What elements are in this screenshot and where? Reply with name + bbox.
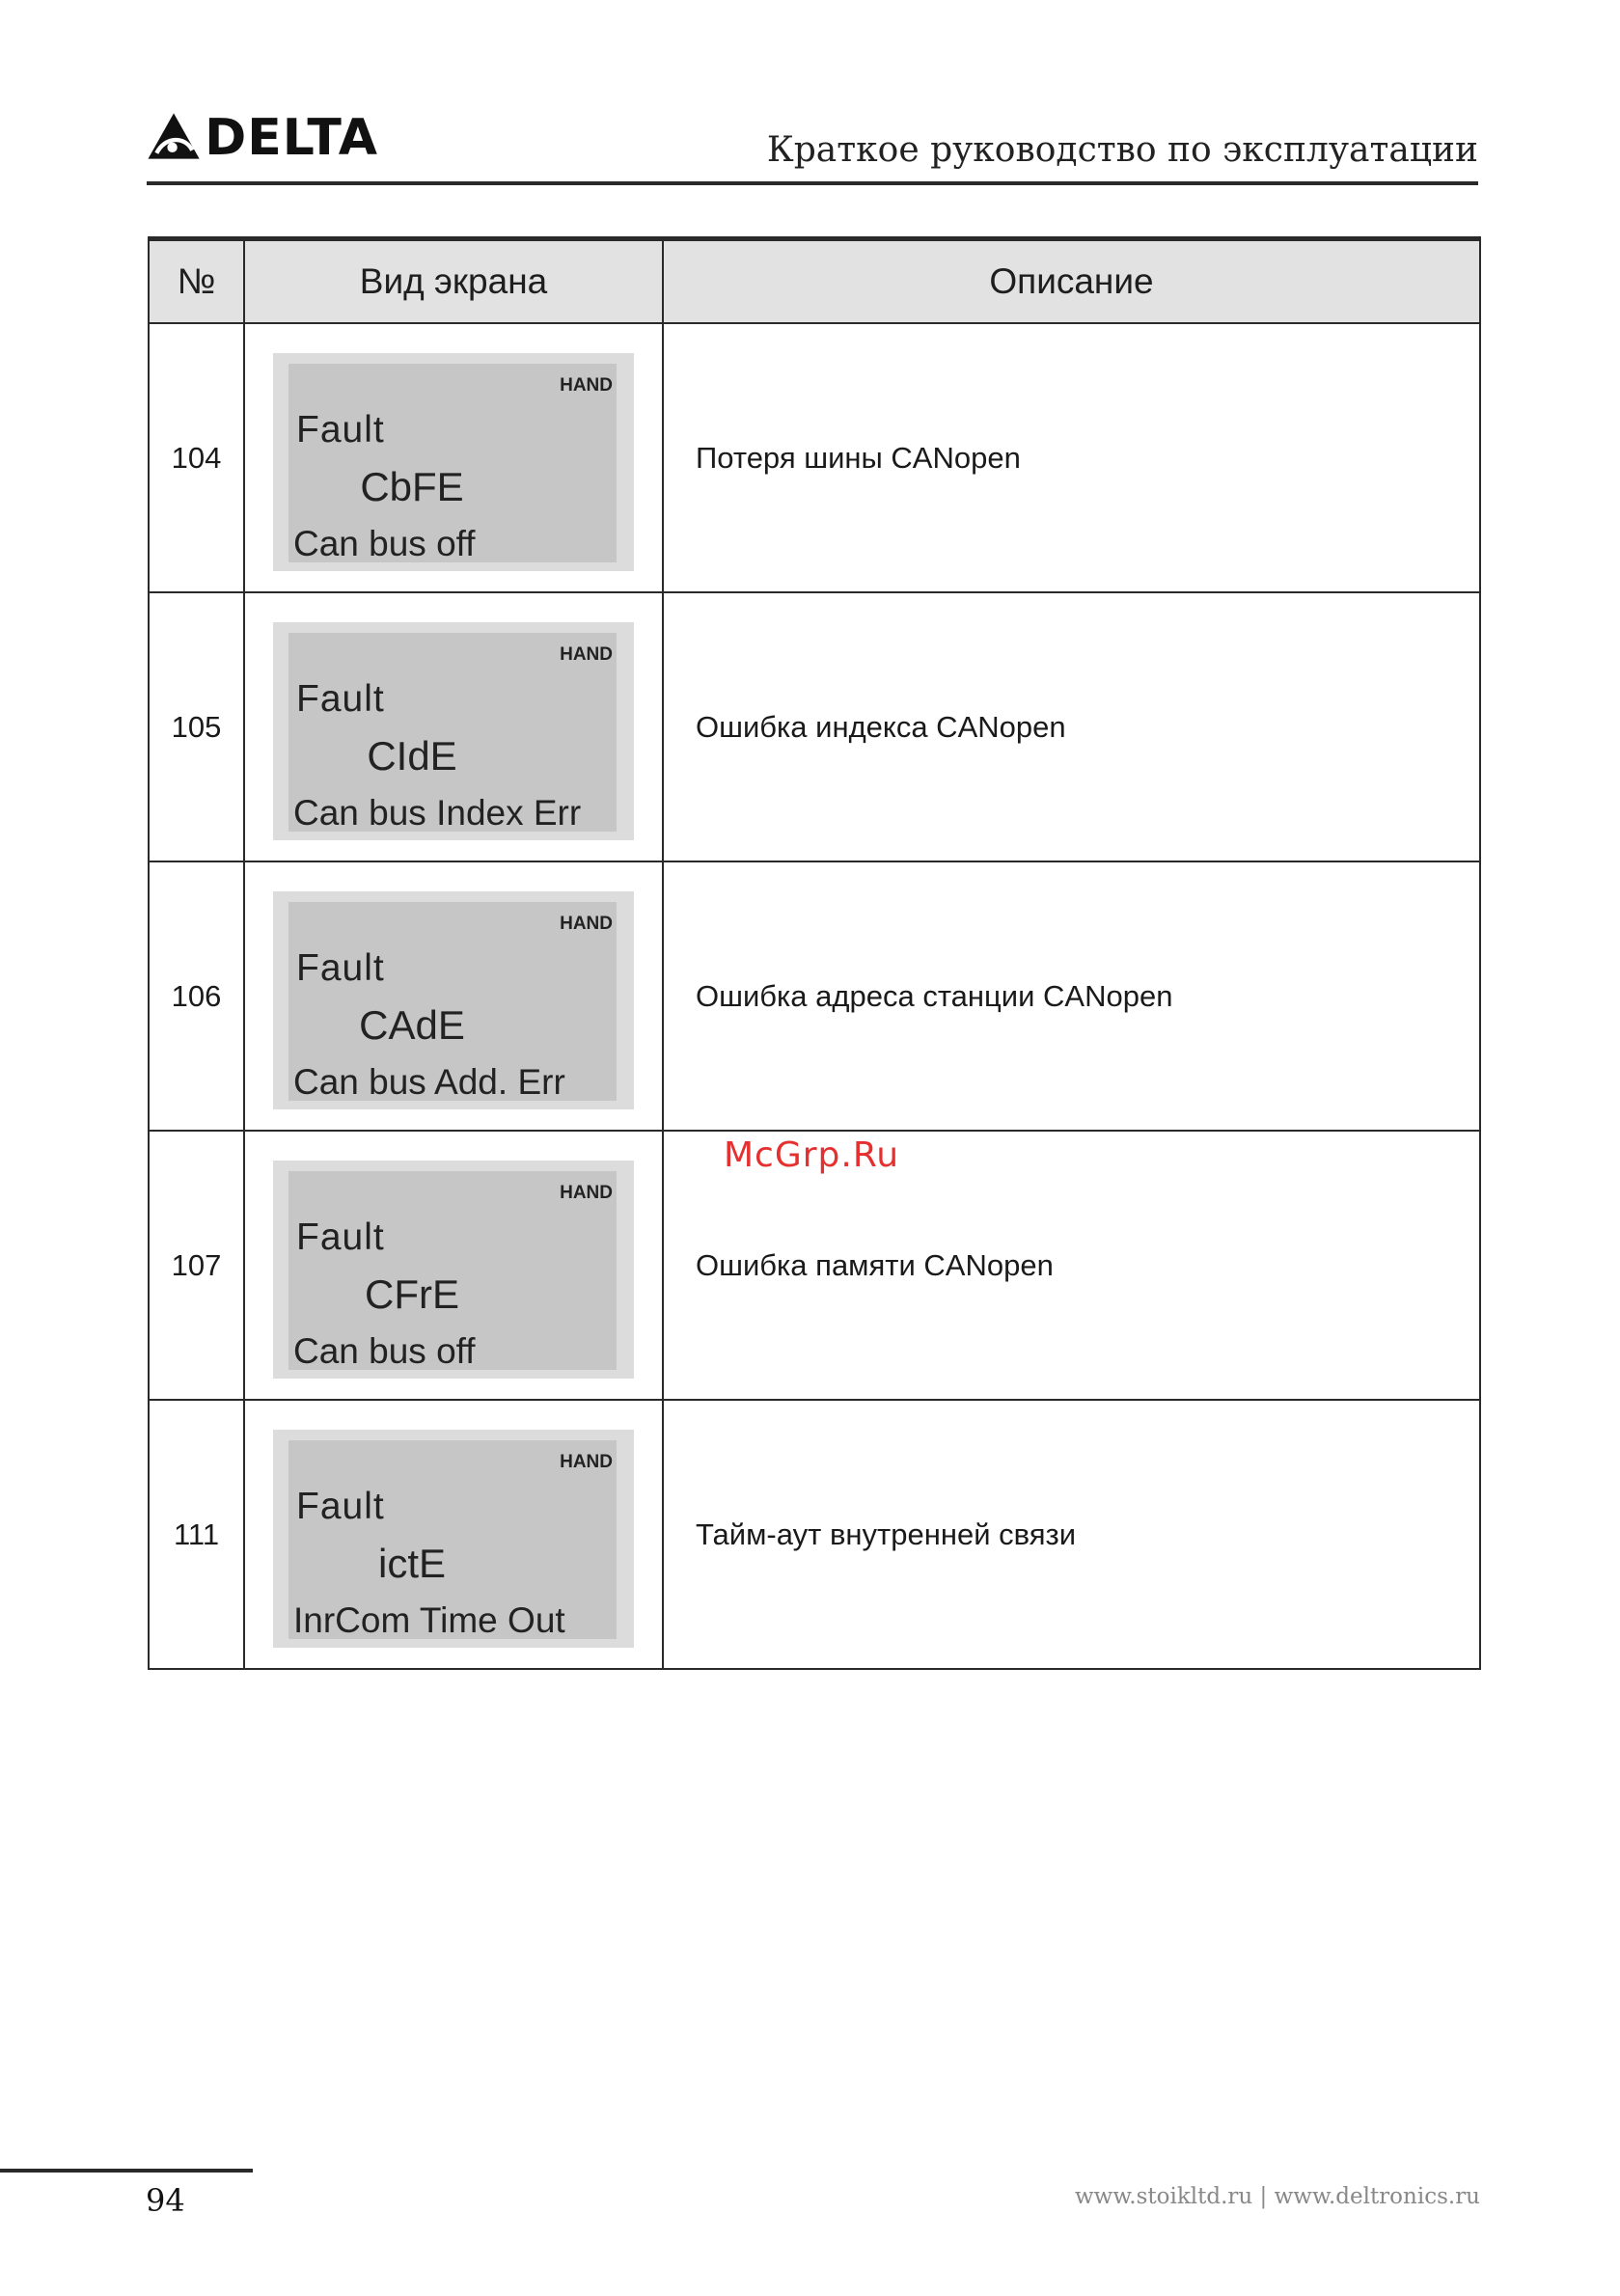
lcd-screen — [288, 364, 617, 562]
lcd-screen — [288, 1171, 617, 1370]
fault-number: 111 — [149, 1400, 244, 1669]
lcd-display — [273, 622, 634, 840]
lcd-display — [273, 1161, 634, 1379]
lcd-fault-message: Can bus Index Err — [293, 793, 582, 833]
lcd-display — [273, 1430, 634, 1648]
delta-logo-icon — [147, 103, 201, 169]
fault-description: Ошибка памяти CANopen — [663, 1131, 1480, 1400]
screen-cell — [244, 1131, 663, 1400]
lcd-mode-label: HAND — [560, 375, 613, 396]
fault-description: Ошибка индекса CANopen — [663, 592, 1480, 861]
lcd-fault-message: Can bus Add. Err — [293, 1062, 565, 1102]
lcd-fault-label: Fault — [296, 1486, 385, 1527]
table-row — [149, 861, 1480, 1131]
lcd-fault-message: InrCom Time Out — [293, 1600, 565, 1640]
document-title: Краткое руководство по эксплуатации — [766, 130, 1478, 170]
lcd-screen — [288, 633, 617, 832]
page-header — [147, 92, 1478, 183]
lcd-mode-label: HAND — [560, 1452, 613, 1472]
fault-description: Ошибка адреса станции CANopen — [663, 861, 1480, 1131]
table-row — [149, 1400, 1480, 1669]
screen-cell — [244, 1400, 663, 1669]
header-divider — [147, 181, 1478, 185]
lcd-fault-code: CIdE — [367, 733, 457, 779]
lcd-mode-label: HAND — [560, 644, 613, 665]
lcd-fault-label: Fault — [296, 947, 385, 989]
delta-logo — [147, 92, 378, 169]
lcd-display — [273, 353, 634, 571]
lcd-screen — [288, 1440, 617, 1639]
lcd-screen — [288, 902, 617, 1101]
lcd-mode-label: HAND — [560, 1183, 613, 1203]
column-header-number: № — [149, 239, 244, 324]
table-row — [149, 592, 1480, 861]
lcd-fault-label: Fault — [296, 409, 385, 451]
fault-number: 105 — [149, 592, 244, 861]
page-number: 94 — [146, 2182, 185, 2219]
lcd-mode-label: HAND — [560, 914, 613, 934]
lcd-fault-message: Can bus off — [293, 1331, 476, 1371]
lcd-fault-code: ictE — [377, 1541, 446, 1586]
fault-description: Потеря шины CANopen — [663, 323, 1480, 592]
lcd-fault-code: CFrE — [365, 1271, 459, 1317]
watermark-text: McGrp.Ru — [724, 1135, 900, 1175]
screen-cell — [244, 323, 663, 592]
fault-number: 106 — [149, 861, 244, 1131]
footer-url: www.stoikltd.ru | www.deltronics.ru — [1074, 2184, 1480, 2209]
fault-number: 107 — [149, 1131, 244, 1400]
table-row — [149, 323, 1480, 592]
lcd-fault-label: Fault — [296, 1216, 385, 1258]
logo-text: DELTA — [205, 109, 378, 167]
screen-cell — [244, 861, 663, 1131]
lcd-fault-label: Fault — [296, 678, 385, 720]
lcd-display — [273, 891, 634, 1109]
column-header-description: Описание — [663, 239, 1480, 324]
footer-divider — [0, 2169, 253, 2173]
fault-description: Тайм-аут внутренней связи — [663, 1400, 1480, 1669]
lcd-fault-code: CbFE — [360, 464, 464, 509]
fault-number: 104 — [149, 323, 244, 592]
lcd-fault-code: CAdE — [359, 1002, 465, 1048]
table-header-row — [149, 239, 1480, 324]
fault-code-table — [148, 236, 1481, 1670]
column-header-screen: Вид экрана — [244, 239, 663, 324]
screen-cell — [244, 592, 663, 861]
lcd-fault-message: Can bus off — [293, 524, 476, 563]
